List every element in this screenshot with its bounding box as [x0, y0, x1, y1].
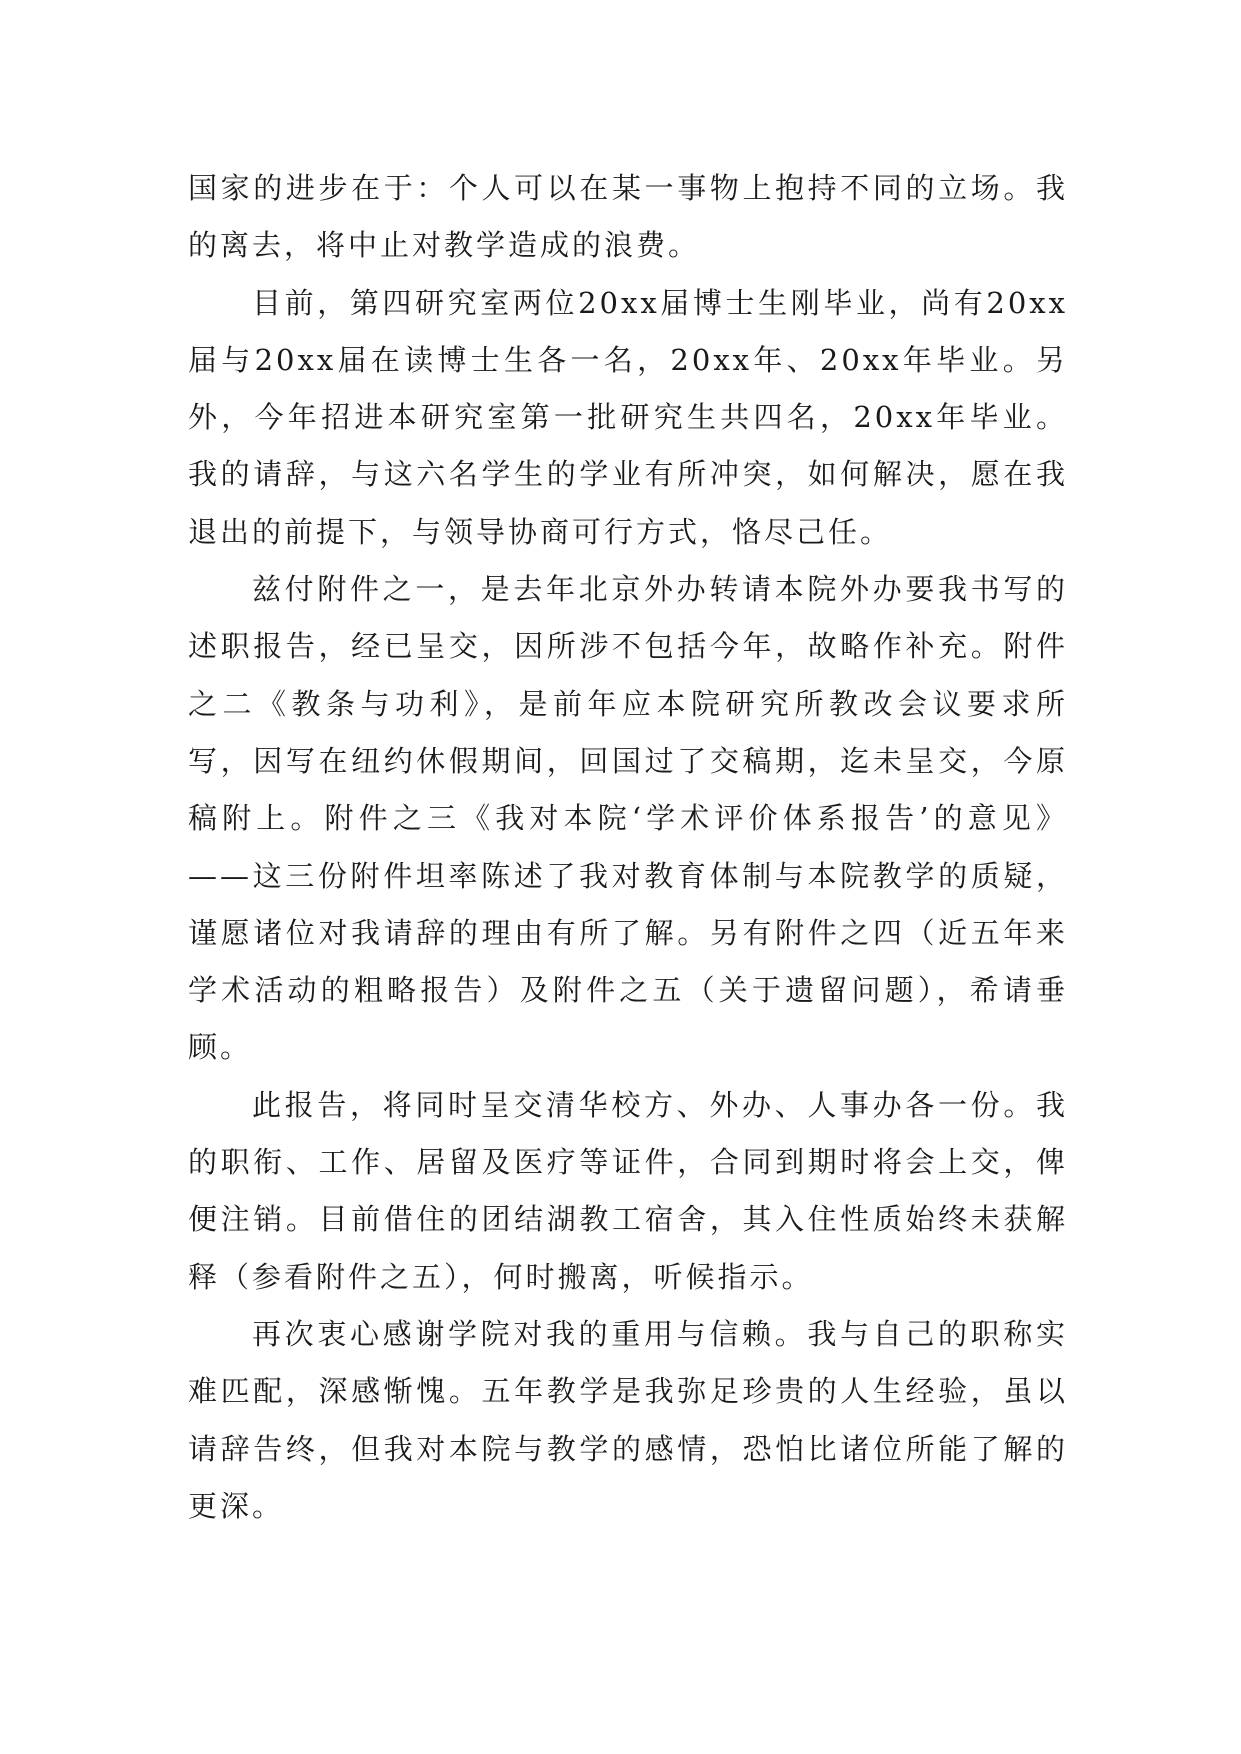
paragraph-attachments: 兹付附件之一，是去年北京外办转请本院外办要我书写的述职报告，经已呈交，因所涉不包括今年，故略作补充。附件之二《教条与功利》，是前年应本院研究所教改会议要求所写，因写在纽约休假期间，回国过了交稿期，迄未呈交，今原稿附上。附件之三《我对本院‘学术评价体系报告’的意见》——这三份附件坦率陈述了我对教育体制与本院教学的质疑，谨愿诸位对我请辞的理由有所了解。另有附件之四（近五年来学术活动的粗略报告）及附件之五（关于遗留问题），希请垂顾。 [188, 572, 1068, 1065]
document-body [188, 160, 1068, 1535]
paragraph-students: 目前，第四研究室两位20xx届博士生刚毕业，尚有20xx届与20xx届在读博士生各一名，20xx年、20xx年毕业。另外，今年招进本研究室第一批研究生共四名，20xx年毕业。我的请辞，与这六名学生的学业有所冲突，如何解决，愿在我退出的前提下，与领导协商可行方式，恪尽己任。 [188, 285, 1068, 549]
paragraph-thanks: 再次衷心感谢学院对我的重用与信赖。我与自己的职称实难匹配，深感惭愧。五年教学是我弥足珍贵的人生经验，虽以请辞告终，但我对本院与教学的感情，恐怕比诸位所能了解的更深。 [188, 1316, 1068, 1523]
paragraph-continuation: 国家的进步在于：个人可以在某一事物上抱持不同的立场。我的离去，将中止对教学造成的浪费。 [188, 171, 1068, 263]
paragraph-submission: 此报告，将同时呈交清华校方、外办、人事办各一份。我的职衔、工作、居留及医疗等证件，合同到期时将会上交，俾便注销。目前借住的团结湖教工宿舍，其入住性质始终未获解释（参看附件之五），何时搬离，听候指示。 [188, 1087, 1068, 1294]
